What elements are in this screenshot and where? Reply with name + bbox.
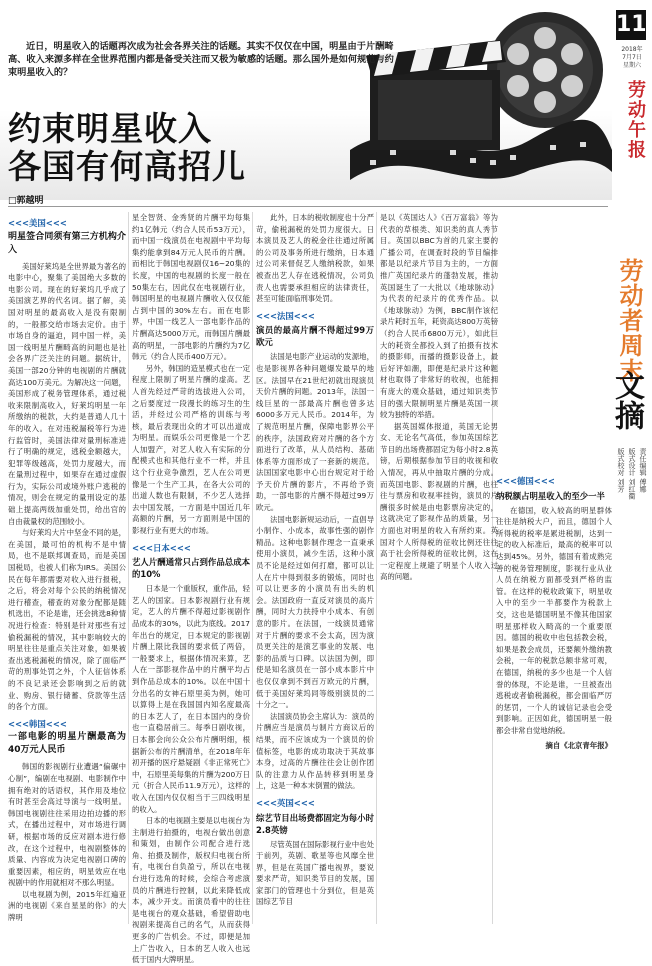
source-credit: 摘自《北京青年报》 <box>545 741 612 751</box>
issue-year: 2018年 <box>621 46 643 53</box>
staff-designer: 版式设计 刘红衢 <box>628 448 636 500</box>
section-head-france: 演员的最高片酬不得超过99万欧元 <box>256 325 374 348</box>
staff-proofreader: 版式校对 刘芳 <box>617 448 625 493</box>
article-column-5 <box>496 470 612 752</box>
issue-weekday: 星期六 <box>622 62 641 69</box>
staff-editor: 责任编辑 傅娜 <box>639 448 647 493</box>
section-head-usa: 明星签合同须有第三方机构介入 <box>8 231 126 255</box>
article-column-4 <box>380 212 498 583</box>
paragraph: 与好莱坞大片中坚金不同的是，在美国，最可怕的机构不是中情局，也不是联邦调查局，而是美国国税局，也被人们称为IRS。美国公民在每年都需要对收入进行报税，之后，将会对每个公民的纳税情况进行稽查，稽查的对象分配都是随机选出，不论是谁，还会挑选8种情况进行检查：特别是针对那些有过偷税漏税的情况，其中影响较大的明星往往是重点关注对象，如果被查出逃税漏税的情况，除了面临严苛的刑事处罚之外，个人征信体系的不良记录还会影响到之后的就业、购房、银行储蓄、贷款等生活的各个方面。 <box>8 528 126 712</box>
lead-paragraph: 近日，明星收入的话题再次成为社会各界关注的话题。其实不仅仅在中国，明星由于片酬畸高、收入来源多样在全世界范围内都是备受关注而又极为敏感的话题。那么国外是如何规范与约束明星收入的？ <box>8 41 394 78</box>
page-number: 11 <box>616 10 646 40</box>
paragraph: 法国是电影产业运动的发源地，也是影视界各种问题爆发最早的地区。法国早在21世纪初就出现演员天价片酬的问题。2013年，法国一线巨星的一部最高片酬也曾多达6000多万元人民币。2014年，为了规范明星片酬，保障电影界公平的秩序，法国政府对片酬的各个方面进行了改革，从人员结构、基础体系等方面形成了一套新的规范。法国国家电影中心出台规定对于给予天价片酬的影片，不再给予资助，一部电影的片酬不得超过99万欧元。 <box>256 352 374 513</box>
section-tag-germany: <<<德国<<< <box>496 476 555 486</box>
newspaper-logo: 劳动午报 <box>625 80 646 160</box>
film-clapperboard-illustration <box>330 0 612 200</box>
section-tag-france: <<<法国<<< <box>256 310 315 321</box>
section-head-japan: 艺人片酬通常只占到作品总成本的10% <box>132 557 250 580</box>
staff-credits <box>614 448 650 568</box>
paragraph: 法国演员协会主席认为：演员的片酬应当是演员与制片方商议后的结果，而不应该成为一个演员的价值标签，电影的成功取决于其故事本身，过高的片酬往往会让创作团队的注意力从作品转移到明星身上，这是一种本末倒置的做法。 <box>256 711 374 791</box>
article-column-1 <box>8 212 126 924</box>
paragraph: 是以《英国达人》《百万富翁》等为代表的草根类、知识类的真人秀节目。英国以BBC为首的几家主要的广播公司，在调查时段的节目编排都是以纪录片节目为主的，一方面推广英国纪录片的蓬勃发展，推动英国诞生了一大批以《地球脉动》为代表的纪录片的优秀作品。以《地球脉动》为例，BBC制作该纪录片耗时五年，耗资高达800万英镑（约合人民币6800万元），如此巨大的耗资全都投入到了拍摄有技术的摄影师，而播的摄影设备上，最后好评如潮，即便是纪录片这种题材也取得了非常好的收视，也能拥有庞大的观众基础，通过知识类节目的强大限制明星片酬是英国一项较为独特的举措。 <box>380 213 498 420</box>
column-divider <box>376 212 377 924</box>
section-tag-japan: <<<日本<<< <box>132 542 191 553</box>
hero-divider <box>8 206 608 207</box>
paragraph: 据英国媒体报道，英国无论男女、无论名气高低，参加英国综艺节目的出场费都固定为每小时2.8英镑，后期根据参加节目的收视和收入情况，再从中抽取片酬的分成。而英国电影、影视剧的片酬，也往往与票房和收视率挂钩，演员的片酬很多时候是由电影票房决定的，这就决定了影视作品的质量，另一方面也对明星的收入有所约束。英国对个人所得税的征收比例还往往高于社会所得税的征收比例，这在一定程度上规避了明星个人收入过高的问题。 <box>380 421 498 582</box>
paragraph: 美国好莱坞是全世界最为著名的电影中心，聚集了美国绝大多数的电影公司。现在的好莱坞几乎成了美国演艺界的代名词。据了解，美国对明星的最高收入是没有限制的，一般都交给市场去定价。由于市场自身的逼迫，同中国一样，美国一线明星片酬畸高的问题也是社会各界广泛关注的问题。据统计，美国一部20分钟的电视剧的片酬就高达100万美元。为解决这一问题，美国形成了税务管理体系，通过税收来限制高收入，好莱坞明星一年所缴纳的税款，大约是普通人几十年的收入。在对违税漏税等行为进行监管时，美国法律对量刑标准进行了明确的规定，逃税金额越大，犯罪等级越高，处罚力度越大，而在量刑过程中，如果存在通过虚假行为，实际公司或境外账户逃税的情况，则会在规定的量刑设定的基础上提高两级加重处罚，给出官的自由裁量权的范围较小。 <box>8 261 126 526</box>
section-head-uk: 综艺节目出场费都固定为每小时2.8英镑 <box>256 812 374 835</box>
issue-date: 7月7日 <box>622 54 642 61</box>
article-column-3 <box>256 212 374 908</box>
section-head-germany: 纳税额占明星收入的至少一半 <box>496 490 605 501</box>
section-tag-korea: <<<韩国<<< <box>8 718 67 729</box>
paragraph: 法国电影新规运动后，一直倡导小制作、小成本，故事性强的剧作精品。这种电影制作理念一直秉承使用小演员，减少生活，这种小演员不论是经过如何打磨，都可以让人在片中得到很多的锻炼，同时也可以让更多的小演员有出头的机会。法国政府一直反对演员的高片酬，同时大力扶持中小成本、有创意的影片。在法国，一线演员通常对于片酬的要求不会太高，因为演员更关注的是演艺事业的发展、电影的品质与口碑。以法国为例，即使是知名演员在一部小成本影片中也仅仅拿到不到百万欧元的片酬，低于美国好莱坞同等级别演员的二十分之一。 <box>256 514 374 710</box>
section-head-korea: 一部电影的明星片酬最高为40万元人民币 <box>8 732 126 756</box>
paragraph: 韩国的影视剧行业遭遇“偏碾中心制”，编剧在电视剧、电影制作中拥有绝对的话语权，其作用及地位有时甚至会高过导演与一线明星。韩国电视剧往往采用边拍边播的形式，在播出过程中，对市场进行调研，根据市场的反应对剧本进行修改，在这个过程中，电视剧整体的质量、内容成为决定电视剧口碑的重要因素，相应的，明星效应在电视剧中的作用就相对不那么明显。 <box>8 762 126 888</box>
paragraph: 尽管英国在国际影视行业中也处于前列，英剧、歌星等也风靡全世界，但是在英国广播电视界，要说要求严苛，知识类节目的发展，国家部门的管理也十分到位，但是英国综艺节目 <box>256 839 374 907</box>
headline-line-1: 约束明星收入 <box>8 109 212 148</box>
paragraph: 以电视剧为例，2015年红遍亚洲的电视剧《来自星星的你》的大牌明 <box>8 889 126 923</box>
section-tag-usa: <<<美国<<< <box>8 218 67 228</box>
paragraph: 在德国，收入较高的明星群体往往是纳税大户，而且，德国个人所得税的税率是累进税制，达到一定的收入标准后，最高的税率可以达到45%。另外，德国有着成熟完善的税务管理制度，影视行业从业人员在纳税方面都受到严格的监管。在这样的税收政策下，明星收入中的至少一半都要作为税款上交，这也是德国明星不像其他国家明星那样收入畸高的一个重要原因。德国的税收中也包括教会税，如果是教会成员，还要额外缴纳教会税，一年的税款总额非常可观，在德国，纳税的多少也是一个人信誉的体现，不论是谁，一旦被查出逃税或者偷税漏税，都会面临严厉的惩罚，一个人的诚信记录也会受到影响。正因如此，德国明星一般都会非常自觉地纳税。 <box>496 505 612 735</box>
column-divider <box>252 212 253 924</box>
paragraph: 日本的电视剧主要是以电视台为主制进行拍摄的，电视台做出创意和策划，由制作公司配合进行选角、拍摄及制作，版权归电视台所有，电视台自负盈亏，所以在电视台进行选角的时候，会综合考虑演员的片酬进行控制，以此来降低成本，减少开支。而演员看中的往往是电视台的观众基础，希望借助电视剧来提高自己的名气，从而获得更多的广告机会。不过，即便是加上广告收入，日本的艺人收入也远低于国内大牌明星。 <box>132 816 250 965</box>
column-subname: 文摘 <box>609 370 644 430</box>
paragraph: 此外，日本的税收制度也十分严苛，偷税漏税的处罚力度很大。日本演员及艺人的税金往往通过所属的公司及事务所进行缴纳，日本通过公司来督促艺人缴纳税款，如果被查出艺人存在逃税情况，公司负责人也需要承担相应的法律责任，甚至可能面临刑事处罚。 <box>256 213 374 304</box>
column-divider <box>128 212 129 924</box>
headline <box>8 110 328 186</box>
paragraph: 星全智贤、金秀贤的片酬平均每集约1亿韩元（约合人民币53万元），而中国一线演员在电视剧中平均每集约能拿到84万元人民币的片酬。而相比于韩国电视剧仅16~20集的长度，中国的电视剧的长度一般在50集左右，因此仅在电视剧行业，韩国明星的电视剧片酬收入仅仅能占到中国的30%左右。而在电影界，中国一线艺人一部电影作品的片酬高达5000万元，而韩国片酬最高的明星，一部电影的片酬约为7亿韩元（约合人民币400万元）。 <box>132 213 250 362</box>
byline: □郭越明 <box>8 196 44 206</box>
headline-line-2: 各国有何高招儿 <box>8 147 246 186</box>
column-name: 劳动者周末 <box>615 258 643 383</box>
paragraph: 日本是一个重版权，重作品，轻艺人的国家。日本影视剧行业有规定，艺人的片酬不得超过影视剧作品成本的30%，以此为底线。2017年出台的规定，日本规定的影视剧片酬上限比我国的要求低了两倍，一般要求上，根据体情况来算，艺人在一部影视作品中的片酬平均占到作品总成本的10%。以在中国十分出名的女神石原里美为例，她可以算得上是在我国国内知名度最高的日本艺人了，在日本国内的身价也一直稳居前三。每季日剧收视，日本都会向公众公布片酬明细，根据新公布的片酬清单，在2018年年初开播的医疗悬疑剧《非正常死亡》中，石原里美每集的片酬为200万日元（折合人民币11.9万元），这样的收入在国内仅仅相当于三四线明星的收入。 <box>132 584 250 814</box>
section-tag-uk: <<<英国<<< <box>256 797 315 808</box>
hero-banner <box>0 0 612 206</box>
article-column-2 <box>132 212 250 966</box>
paragraph: 另外，韩国的造星模式也在一定程度上限制了明星片酬的虚高。艺人首先经过严苛的选拔进入公司，之后要度过一段漫长的练习生的生活，并经过公司严格的训练与考核，最后表现出众的才可以出道成为明星。而娱乐公司更像是一个艺人加盟产，对艺人收入有实际的分配模式也和其他行业不一样，并且这个行业竞争激烈，艺人在公司更像是一个生产工具，在各大公司的出道人数也有限制，不少艺人选择去中国发展，一方面是中国近几年高额的片酬，另一方面则是中国的影视行业有更大的市场。 <box>132 363 250 536</box>
